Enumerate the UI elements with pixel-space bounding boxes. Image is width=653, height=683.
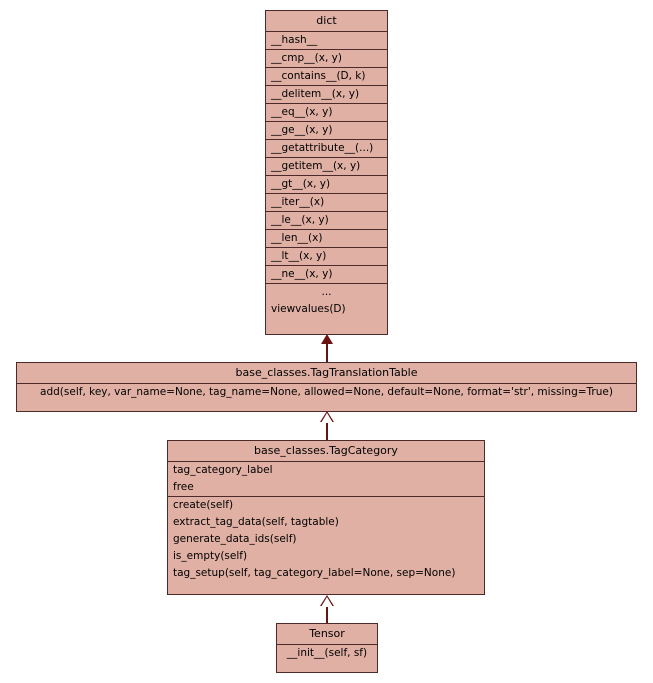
- class-title-tagtranslationtable: base_classes.TagTranslationTable: [17, 363, 636, 384]
- class-box-tagtranslationtable[interactable]: [16, 362, 637, 412]
- class-box-tagcategory[interactable]: [167, 440, 485, 595]
- class-attribute: free: [173, 481, 194, 493]
- class-method: __gt__(x, y): [266, 176, 387, 194]
- class-attribute: tag_category_label: [173, 464, 273, 476]
- class-method: __lt__(x, y): [266, 248, 387, 266]
- class-methods-tensor: [277, 645, 377, 662]
- class-method: generate_data_ids(self): [173, 533, 297, 545]
- class-method: __ne__(x, y): [266, 266, 387, 284]
- class-methods-tagcategory: [168, 497, 484, 582]
- class-method: __init__(self, sf): [286, 647, 368, 659]
- class-title-tensor: Tensor: [277, 624, 377, 645]
- class-method: __ge__(x, y): [266, 122, 387, 140]
- class-method: __iter__(x): [266, 194, 387, 212]
- class-method: __getattribute__(...): [266, 140, 387, 158]
- class-title-dict: dict: [266, 11, 387, 32]
- class-method: add(self, key, var_name=None, tag_name=None, allowed=None, default=None, format='str', missing=True): [40, 386, 613, 398]
- class-method: is_empty(self): [173, 550, 248, 562]
- class-method: __cmp__(x, y): [266, 50, 387, 68]
- class-attribute: __hash__: [271, 34, 318, 46]
- class-method: __delitem__(x, y): [266, 86, 387, 104]
- class-method: viewvalues(D): [271, 303, 346, 315]
- class-title-tagcategory: base_classes.TagCategory: [168, 441, 484, 462]
- class-box-tensor[interactable]: [276, 623, 378, 673]
- class-method: __eq__(x, y): [266, 104, 387, 122]
- class-attributes-tagcategory: [168, 462, 484, 497]
- edge-tagcategory-to-tagtranslationtable: [326, 422, 328, 440]
- class-method: extract_tag_data(self, tagtable): [173, 516, 339, 528]
- class-box-dict[interactable]: [265, 10, 388, 335]
- class-method: __contains__(D, k): [266, 68, 387, 86]
- class-methods-tagtranslationtable: [17, 384, 636, 401]
- arrowhead-to-tagtranslationtable: [321, 413, 333, 423]
- class-methods-dict: [266, 50, 387, 318]
- class-method-ellipsis: ...: [321, 286, 332, 298]
- class-method: __len__(x): [266, 230, 387, 248]
- class-method: __getitem__(x, y): [266, 158, 387, 176]
- edge-tagtranslationtable-to-dict: [326, 344, 328, 362]
- arrowhead-to-tagcategory: [321, 597, 333, 607]
- arrowhead-to-dict: [321, 334, 333, 344]
- class-method: tag_setup(self, tag_category_label=None, sep=None): [173, 567, 456, 579]
- class-method: create(self): [173, 499, 234, 511]
- class-attributes-dict: [266, 32, 387, 50]
- edge-tensor-to-tagcategory: [326, 606, 328, 623]
- class-method: __le__(x, y): [266, 212, 387, 230]
